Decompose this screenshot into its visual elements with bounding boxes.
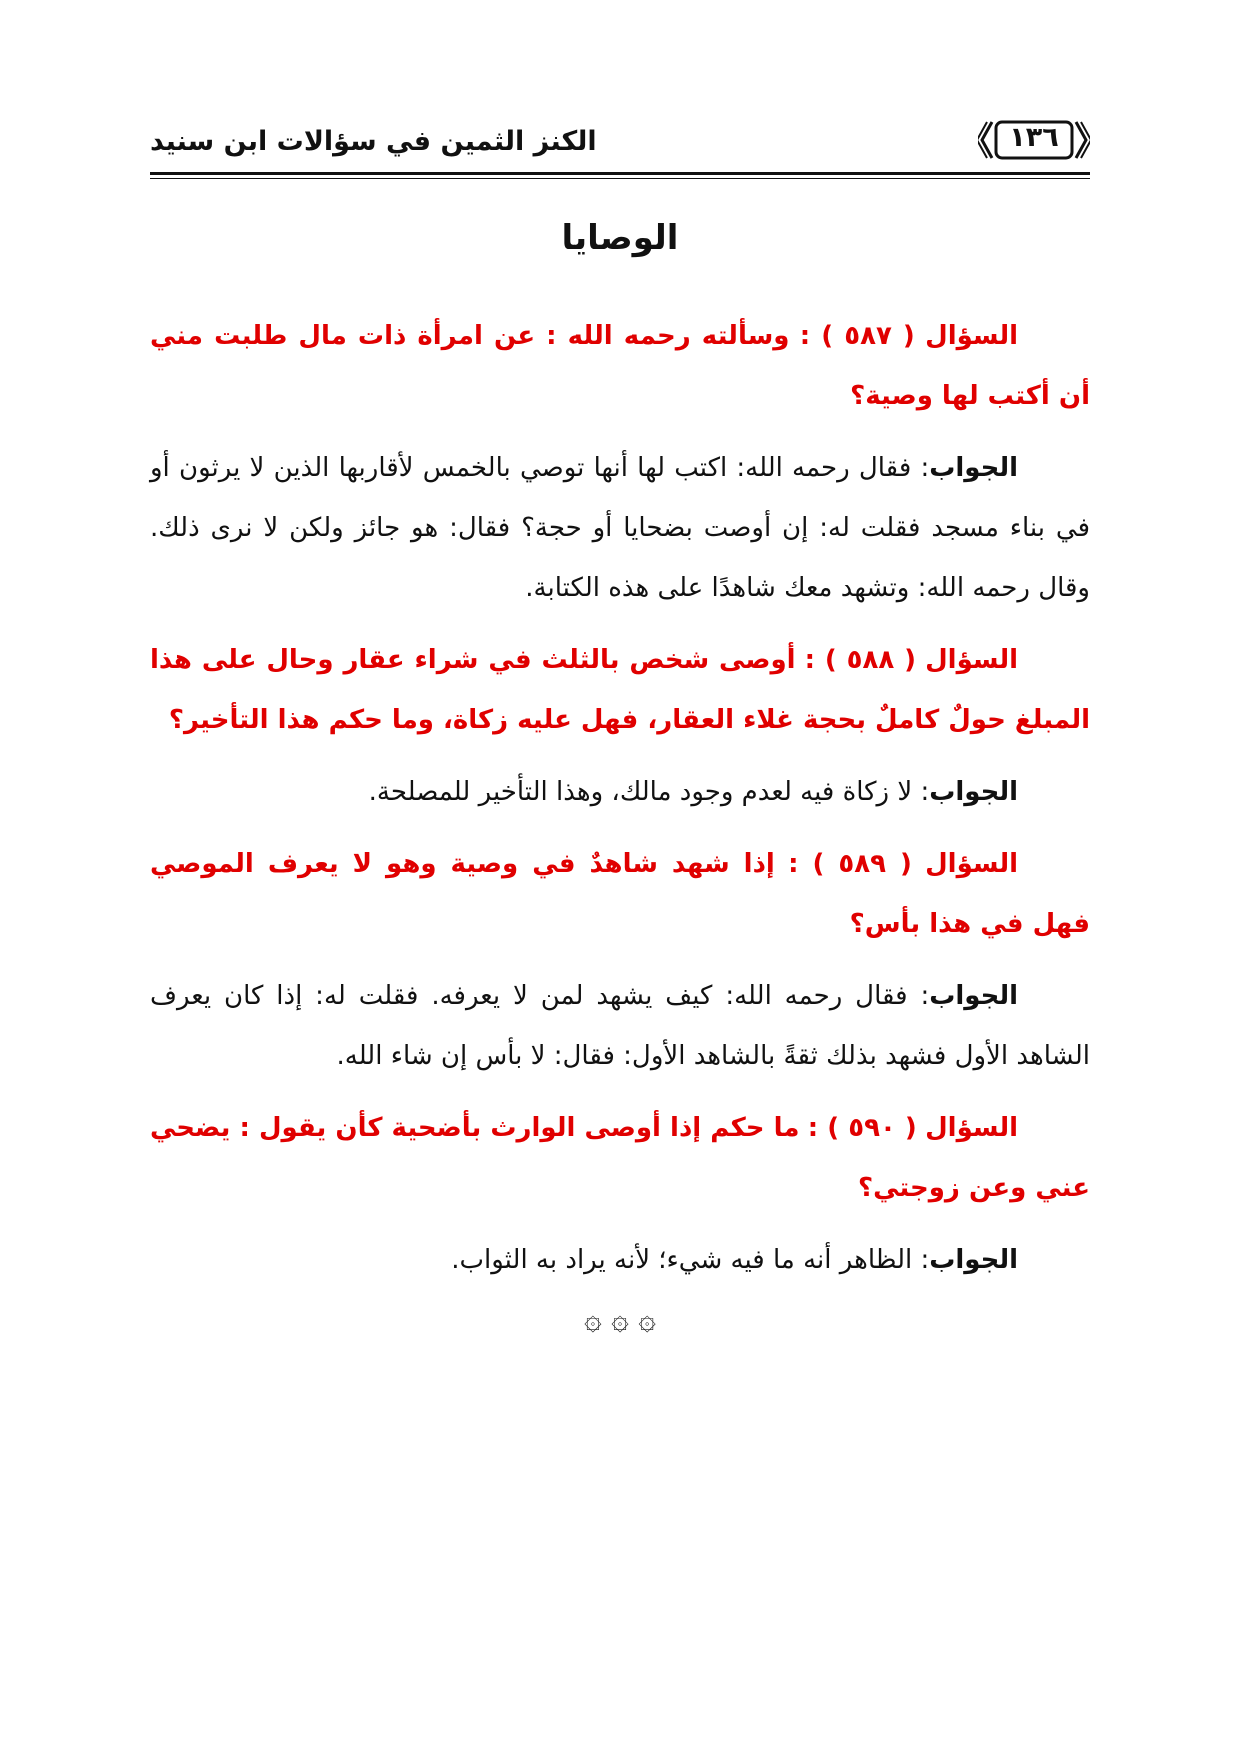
answer-paragraph [150,966,1090,1086]
question-label: السؤال [925,1113,1019,1143]
answer-paragraph [150,438,1090,618]
question-text: ما حكم إذا أوصى الوارث بأضحية كأن يقول : يضحي عني وعن زوجتي؟ [150,1113,1090,1203]
book-page [150,0,1090,1754]
answer-text: : لا زكاة فيه لعدم وجود مالك، وهذا التأخير للمصلحة. [368,777,930,807]
question-number: ( ٥٨٨ ) : [804,645,917,675]
question-label: السؤال [925,321,1019,351]
page-content [150,306,1090,1337]
question-paragraph [150,630,1090,750]
section-end-ornaments: ۞ ۞ ۞ [584,1302,656,1337]
question-number: ( ٥٨٧ ) : [799,321,915,351]
question-paragraph [150,1098,1090,1218]
answer-text: : الظاهر أنه ما فيه شيء؛ لأنه يراد به الثواب. [451,1245,930,1275]
question-number: ( ٥٨٩ ) : [788,849,912,879]
page-header [150,108,1090,176]
answer-paragraph [150,1230,1090,1290]
page-number-frame [978,116,1090,164]
question-label: السؤال [925,645,1018,675]
question-text: أوصى شخص بالثلث في شراء عقار وحال على هذا المبلغ حولٌ كاملٌ بحجة غلاء العقار، فهل عليه زكاة، وما حكم هذا التأخير؟ [150,645,1090,735]
question-text: إذا شهد شاهدٌ في وصية وهو لا يعرف الموصي فهل في هذا بأس؟ [150,849,1090,939]
answer-label: الجواب [929,1245,1018,1275]
book-title: الكنز الثمين في سؤالات ابن سنيد [150,126,597,157]
answer-label: الجواب [929,981,1018,1011]
question-paragraph [150,306,1090,426]
header-rule-thin [150,178,1090,179]
question-label: السؤال [925,849,1019,879]
question-text: وسألته رحمه الله : عن امرأة ذات مال طلبت مني أن أكتب لها وصية؟ [150,321,1090,411]
answer-text: : فقال رحمه الله: اكتب لها أنها توصي بالخمس لأقاربها الذين لا يرثون أو في بناء مسجد فقلت له: إن أوصت بضحايا أو حجة؟ فقال: هو جائز ولكن لا نرى ذلك. وقال رحمه الله: وتشهد معك شاهدًا على هذه الكتابة. [150,453,1090,603]
answer-label: الجواب [929,777,1018,807]
chapter-title: الوصايا [561,218,679,258]
question-paragraph [150,834,1090,954]
answer-text: : فقال رحمه الله: كيف يشهد لمن لا يعرفه. فقلت له: إذا كان يعرف الشاهد الأول فشهد بذلك ثقةً بالشاهد الأول: فقال: لا بأس إن شاء الله. [150,981,1090,1071]
answer-paragraph [150,762,1090,822]
question-number: ( ٥٩٠ ) : [807,1113,917,1143]
answer-label: الجواب [929,453,1018,483]
page-number: ١٣٦ [1009,122,1059,153]
header-rule [150,172,1090,175]
